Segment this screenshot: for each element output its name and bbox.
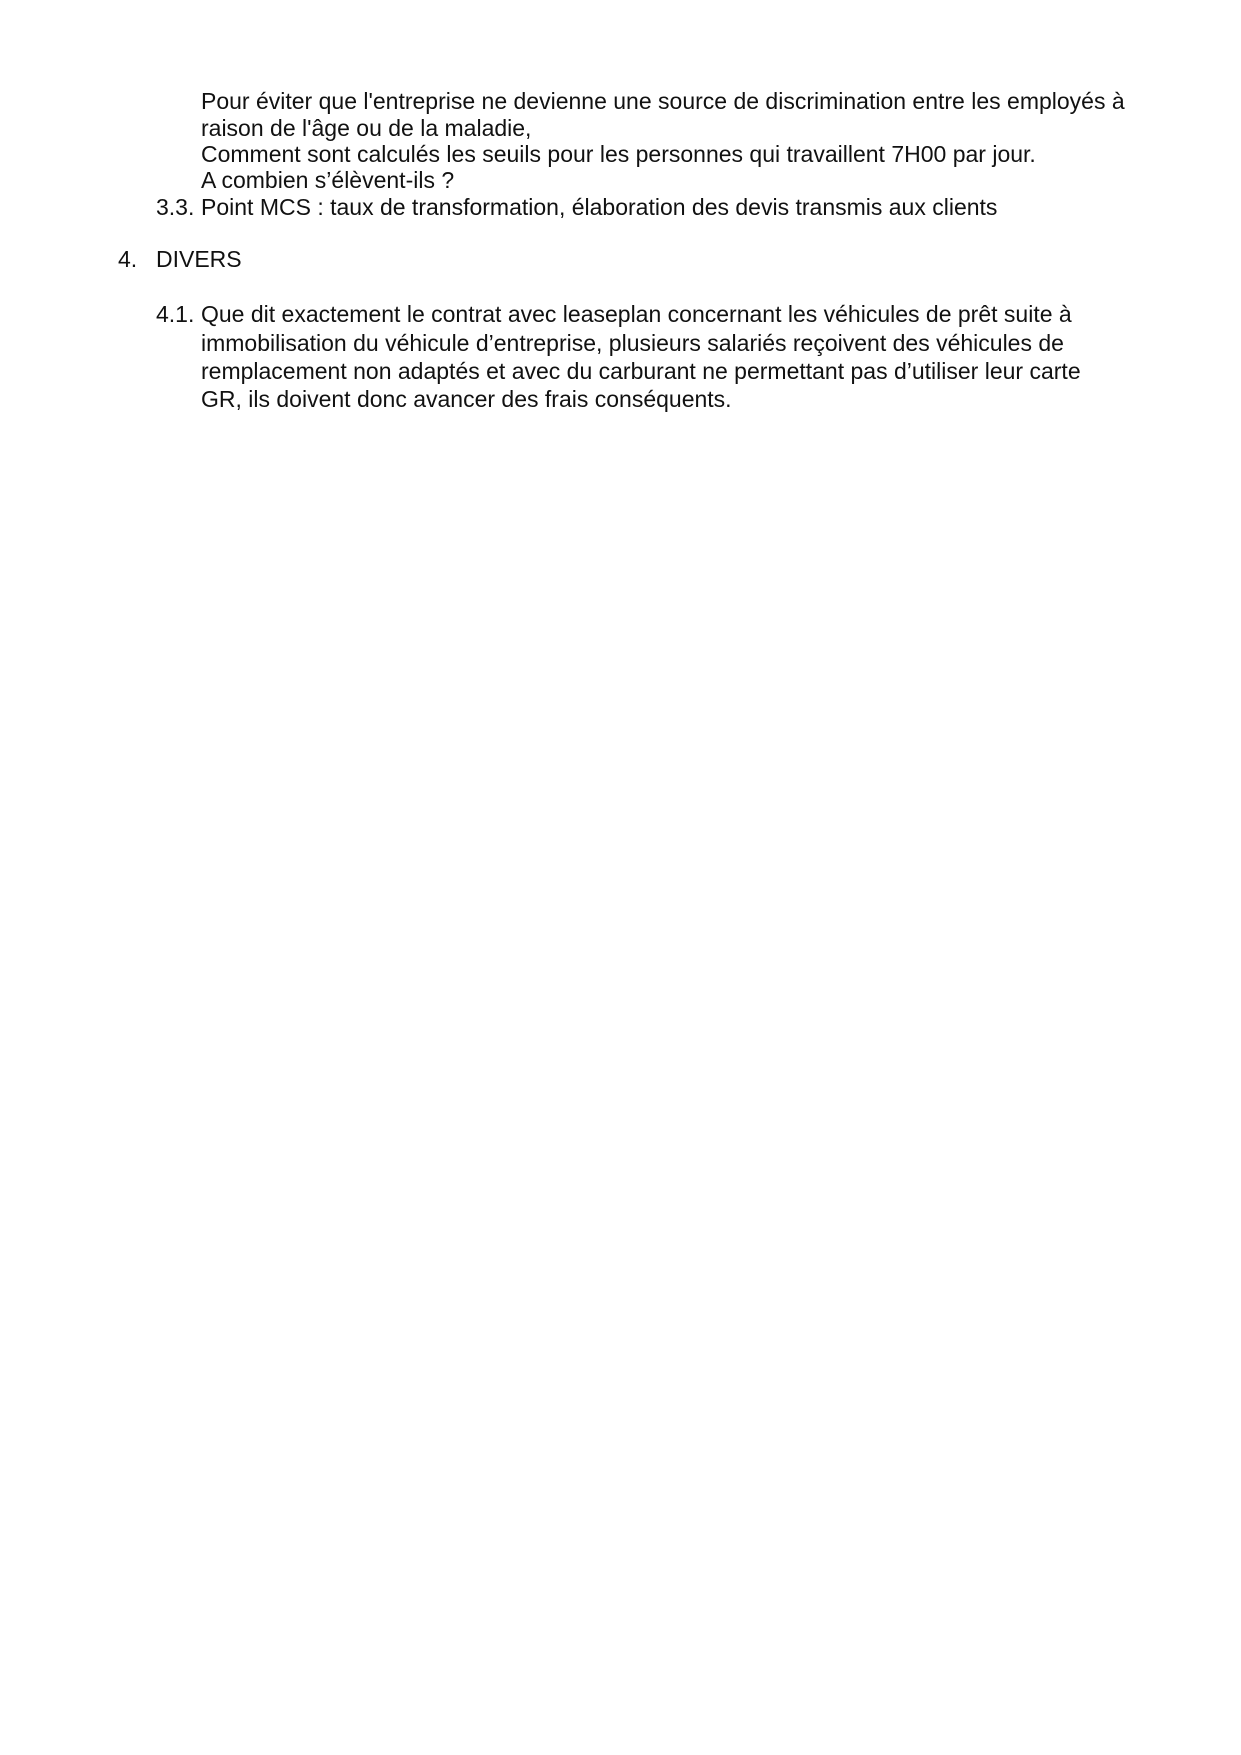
section-title: DIVERS <box>156 246 242 272</box>
list-item-number: 4.1. <box>156 301 195 327</box>
list-item-line-4: GR, ils doivent donc avancer des frais conséquents. <box>201 386 732 412</box>
intro-line-4: A combien s’élèvent-ils ? <box>201 167 455 193</box>
section-number: 4. <box>118 246 138 272</box>
intro-line-1: Pour éviter que l'entreprise ne devienne une source de discrimination entre les employés à <box>201 88 1125 114</box>
list-item-number: 3.3. <box>156 194 195 220</box>
list-item-text: Point MCS : taux de transformation, élaboration des devis transmis aux clients <box>201 194 998 220</box>
list-item-line-2: immobilisation du véhicule d’entreprise, plusieurs salariés reçoivent des véhicules de <box>201 330 1064 356</box>
intro-line-2: raison de l'âge ou de la maladie, <box>201 115 532 141</box>
intro-line-3: Comment sont calculés les seuils pour les personnes qui travaillent 7H00 par jour. <box>201 141 1036 167</box>
list-item-line-3: remplacement non adaptés et avec du carburant ne permettant pas d’utiliser leur carte <box>201 358 1081 384</box>
list-item-line-1: Que dit exactement le contrat avec leaseplan concernant les véhicules de prêt suite à <box>201 301 1072 327</box>
